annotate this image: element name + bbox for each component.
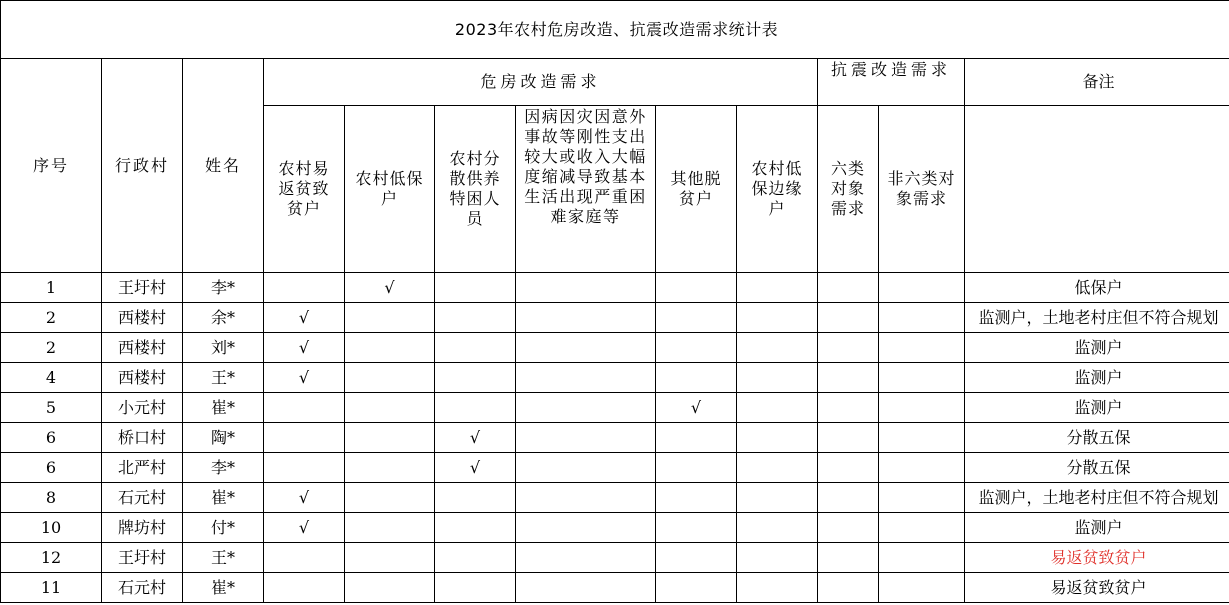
cell-name: 李* — [183, 273, 264, 303]
header-danger-group: 危房改造需求 — [264, 59, 818, 106]
cell-empty — [345, 543, 435, 573]
cell-village: 王圩村 — [102, 543, 183, 573]
header-hardship — [516, 106, 656, 273]
cell-empty — [345, 303, 435, 333]
cell-empty — [737, 303, 818, 333]
cell-village: 牌坊村 — [102, 513, 183, 543]
table-row — [1, 453, 1229, 483]
cell-empty — [879, 573, 965, 603]
header-hardship-text: 因病因灾因意外事故等刚性支出较大或收入大幅度缩减导致基本生活出现严重困难家庭等 — [524, 107, 647, 226]
cell-index: 12 — [1, 543, 102, 573]
cell-empty — [516, 393, 656, 423]
cell-empty — [435, 543, 516, 573]
cell-index: 2 — [1, 333, 102, 363]
cell-empty — [818, 573, 879, 603]
cell-index: 10 — [1, 513, 102, 543]
cell-remark: 监测户 — [965, 363, 1229, 393]
header-index: 序号 — [1, 59, 102, 273]
cell-village: 西楼村 — [102, 303, 183, 333]
cell-empty — [516, 423, 656, 453]
cell-check-mark: √ — [264, 483, 345, 513]
cell-empty — [435, 273, 516, 303]
cell-empty — [345, 363, 435, 393]
table-row — [1, 273, 1229, 303]
header-seismic-group — [818, 59, 965, 106]
cell-index: 11 — [1, 573, 102, 603]
cell-empty — [879, 453, 965, 483]
cell-empty — [516, 363, 656, 393]
cell-empty — [345, 453, 435, 483]
cell-remark: 监测户，土地老村庄但不符合规划 — [965, 303, 1229, 333]
cell-empty — [345, 483, 435, 513]
cell-empty — [737, 423, 818, 453]
cell-remark: 分散五保 — [965, 423, 1229, 453]
cell-name: 崔* — [183, 393, 264, 423]
cell-remark: 易返贫致贫户 — [965, 573, 1229, 603]
header-easy-poverty: 农村易返贫致贫户 — [264, 106, 345, 273]
cell-check-mark: √ — [656, 393, 737, 423]
header-remark: 备注 — [965, 59, 1229, 106]
cell-empty — [516, 303, 656, 333]
cell-village: 小元村 — [102, 393, 183, 423]
cell-index: 6 — [1, 423, 102, 453]
cell-empty — [818, 333, 879, 363]
cell-check-mark: √ — [264, 363, 345, 393]
cell-remark: 监测户 — [965, 393, 1229, 423]
table-row — [1, 573, 1229, 603]
cell-name: 李* — [183, 453, 264, 483]
cell-empty — [656, 363, 737, 393]
header-remark-blank — [965, 106, 1229, 273]
cell-index: 8 — [1, 483, 102, 513]
cell-empty — [879, 483, 965, 513]
cell-village: 西楼村 — [102, 363, 183, 393]
cell-check-mark: √ — [264, 333, 345, 363]
cell-empty — [516, 453, 656, 483]
cell-empty — [435, 363, 516, 393]
cell-name: 刘* — [183, 333, 264, 363]
cell-empty — [435, 573, 516, 603]
cell-empty — [818, 393, 879, 423]
cell-empty — [737, 453, 818, 483]
cell-name: 付* — [183, 513, 264, 543]
cell-empty — [435, 513, 516, 543]
cell-empty — [516, 573, 656, 603]
cell-empty — [818, 513, 879, 543]
cell-empty — [879, 423, 965, 453]
cell-remark: 低保户 — [965, 273, 1229, 303]
cell-name: 崔* — [183, 483, 264, 513]
header-name: 姓名 — [183, 59, 264, 273]
cell-village: 北严村 — [102, 453, 183, 483]
cell-empty — [737, 393, 818, 423]
header-other-poverty: 其他脱贫户 — [656, 106, 737, 273]
cell-index: 5 — [1, 393, 102, 423]
header-seismic-group-text: 抗震改造需求 — [830, 60, 951, 79]
header-village: 行政村 — [102, 59, 183, 273]
cell-index: 4 — [1, 363, 102, 393]
cell-empty — [264, 273, 345, 303]
header-low-income: 农村低保户 — [345, 106, 435, 273]
table-row — [1, 363, 1229, 393]
cell-empty — [879, 273, 965, 303]
table-row — [1, 543, 1229, 573]
cell-empty — [737, 483, 818, 513]
cell-empty — [264, 423, 345, 453]
table-row — [1, 333, 1229, 363]
cell-empty — [345, 513, 435, 543]
header-six-class: 六类对象需求 — [818, 106, 879, 273]
cell-name: 陶* — [183, 423, 264, 453]
cell-check-mark: √ — [264, 513, 345, 543]
cell-empty — [818, 483, 879, 513]
cell-empty — [264, 543, 345, 573]
cell-empty — [345, 573, 435, 603]
cell-empty — [345, 333, 435, 363]
cell-empty — [879, 333, 965, 363]
cell-empty — [879, 363, 965, 393]
cell-remark: 监测户 — [965, 513, 1229, 543]
cell-empty — [516, 543, 656, 573]
cell-empty — [879, 513, 965, 543]
cell-remark: 监测户 — [965, 333, 1229, 363]
cell-empty — [264, 453, 345, 483]
cell-empty — [345, 423, 435, 453]
table-row — [1, 303, 1229, 333]
cell-empty — [656, 423, 737, 453]
cell-empty — [264, 573, 345, 603]
cell-name: 王* — [183, 363, 264, 393]
table-row — [1, 483, 1229, 513]
cell-empty — [656, 453, 737, 483]
cell-empty — [879, 393, 965, 423]
cell-empty — [879, 303, 965, 333]
cell-empty — [516, 273, 656, 303]
cell-empty — [656, 513, 737, 543]
header-marginal: 农村低保边缘户 — [737, 106, 818, 273]
cell-empty — [435, 303, 516, 333]
cell-check-mark: √ — [345, 273, 435, 303]
cell-empty — [264, 393, 345, 423]
cell-empty — [656, 273, 737, 303]
cell-empty — [737, 363, 818, 393]
cell-name: 崔* — [183, 573, 264, 603]
cell-village: 王圩村 — [102, 273, 183, 303]
cell-empty — [516, 513, 656, 543]
cell-empty — [345, 393, 435, 423]
cell-empty — [516, 333, 656, 363]
cell-index: 1 — [1, 273, 102, 303]
cell-index: 6 — [1, 453, 102, 483]
cell-check-mark: √ — [435, 423, 516, 453]
cell-empty — [656, 303, 737, 333]
cell-remark: 监测户，土地老村庄但不符合规划 — [965, 483, 1229, 513]
cell-empty — [818, 273, 879, 303]
cell-empty — [737, 333, 818, 363]
cell-name: 王* — [183, 543, 264, 573]
cell-check-mark: √ — [435, 453, 516, 483]
table-row — [1, 513, 1229, 543]
cell-empty — [737, 543, 818, 573]
cell-village: 石元村 — [102, 483, 183, 513]
cell-empty — [435, 393, 516, 423]
table-title: 2023年农村危房改造、抗震改造需求统计表 — [1, 1, 1229, 59]
cell-empty — [516, 483, 656, 513]
cell-empty — [737, 573, 818, 603]
header-non-six-class: 非六类对象需求 — [879, 106, 965, 273]
cell-empty — [818, 303, 879, 333]
cell-village: 西楼村 — [102, 333, 183, 363]
cell-empty — [435, 483, 516, 513]
cell-empty — [656, 333, 737, 363]
cell-check-mark: √ — [264, 303, 345, 333]
cell-empty — [879, 543, 965, 573]
cell-empty — [818, 543, 879, 573]
table-row — [1, 393, 1229, 423]
cell-empty — [656, 543, 737, 573]
cell-remark: 易返贫致贫户 — [965, 543, 1229, 573]
table-row — [1, 423, 1229, 453]
cell-remark: 分散五保 — [965, 453, 1229, 483]
cell-village: 桥口村 — [102, 423, 183, 453]
cell-empty — [435, 333, 516, 363]
cell-empty — [656, 573, 737, 603]
cell-name: 余* — [183, 303, 264, 333]
cell-empty — [737, 273, 818, 303]
cell-empty — [818, 453, 879, 483]
cell-village: 石元村 — [102, 573, 183, 603]
cell-empty — [656, 483, 737, 513]
cell-empty — [737, 513, 818, 543]
cell-index: 2 — [1, 303, 102, 333]
cell-empty — [818, 363, 879, 393]
header-dispersed-support: 农村分散供养特困人员 — [435, 106, 516, 273]
cell-empty — [818, 423, 879, 453]
